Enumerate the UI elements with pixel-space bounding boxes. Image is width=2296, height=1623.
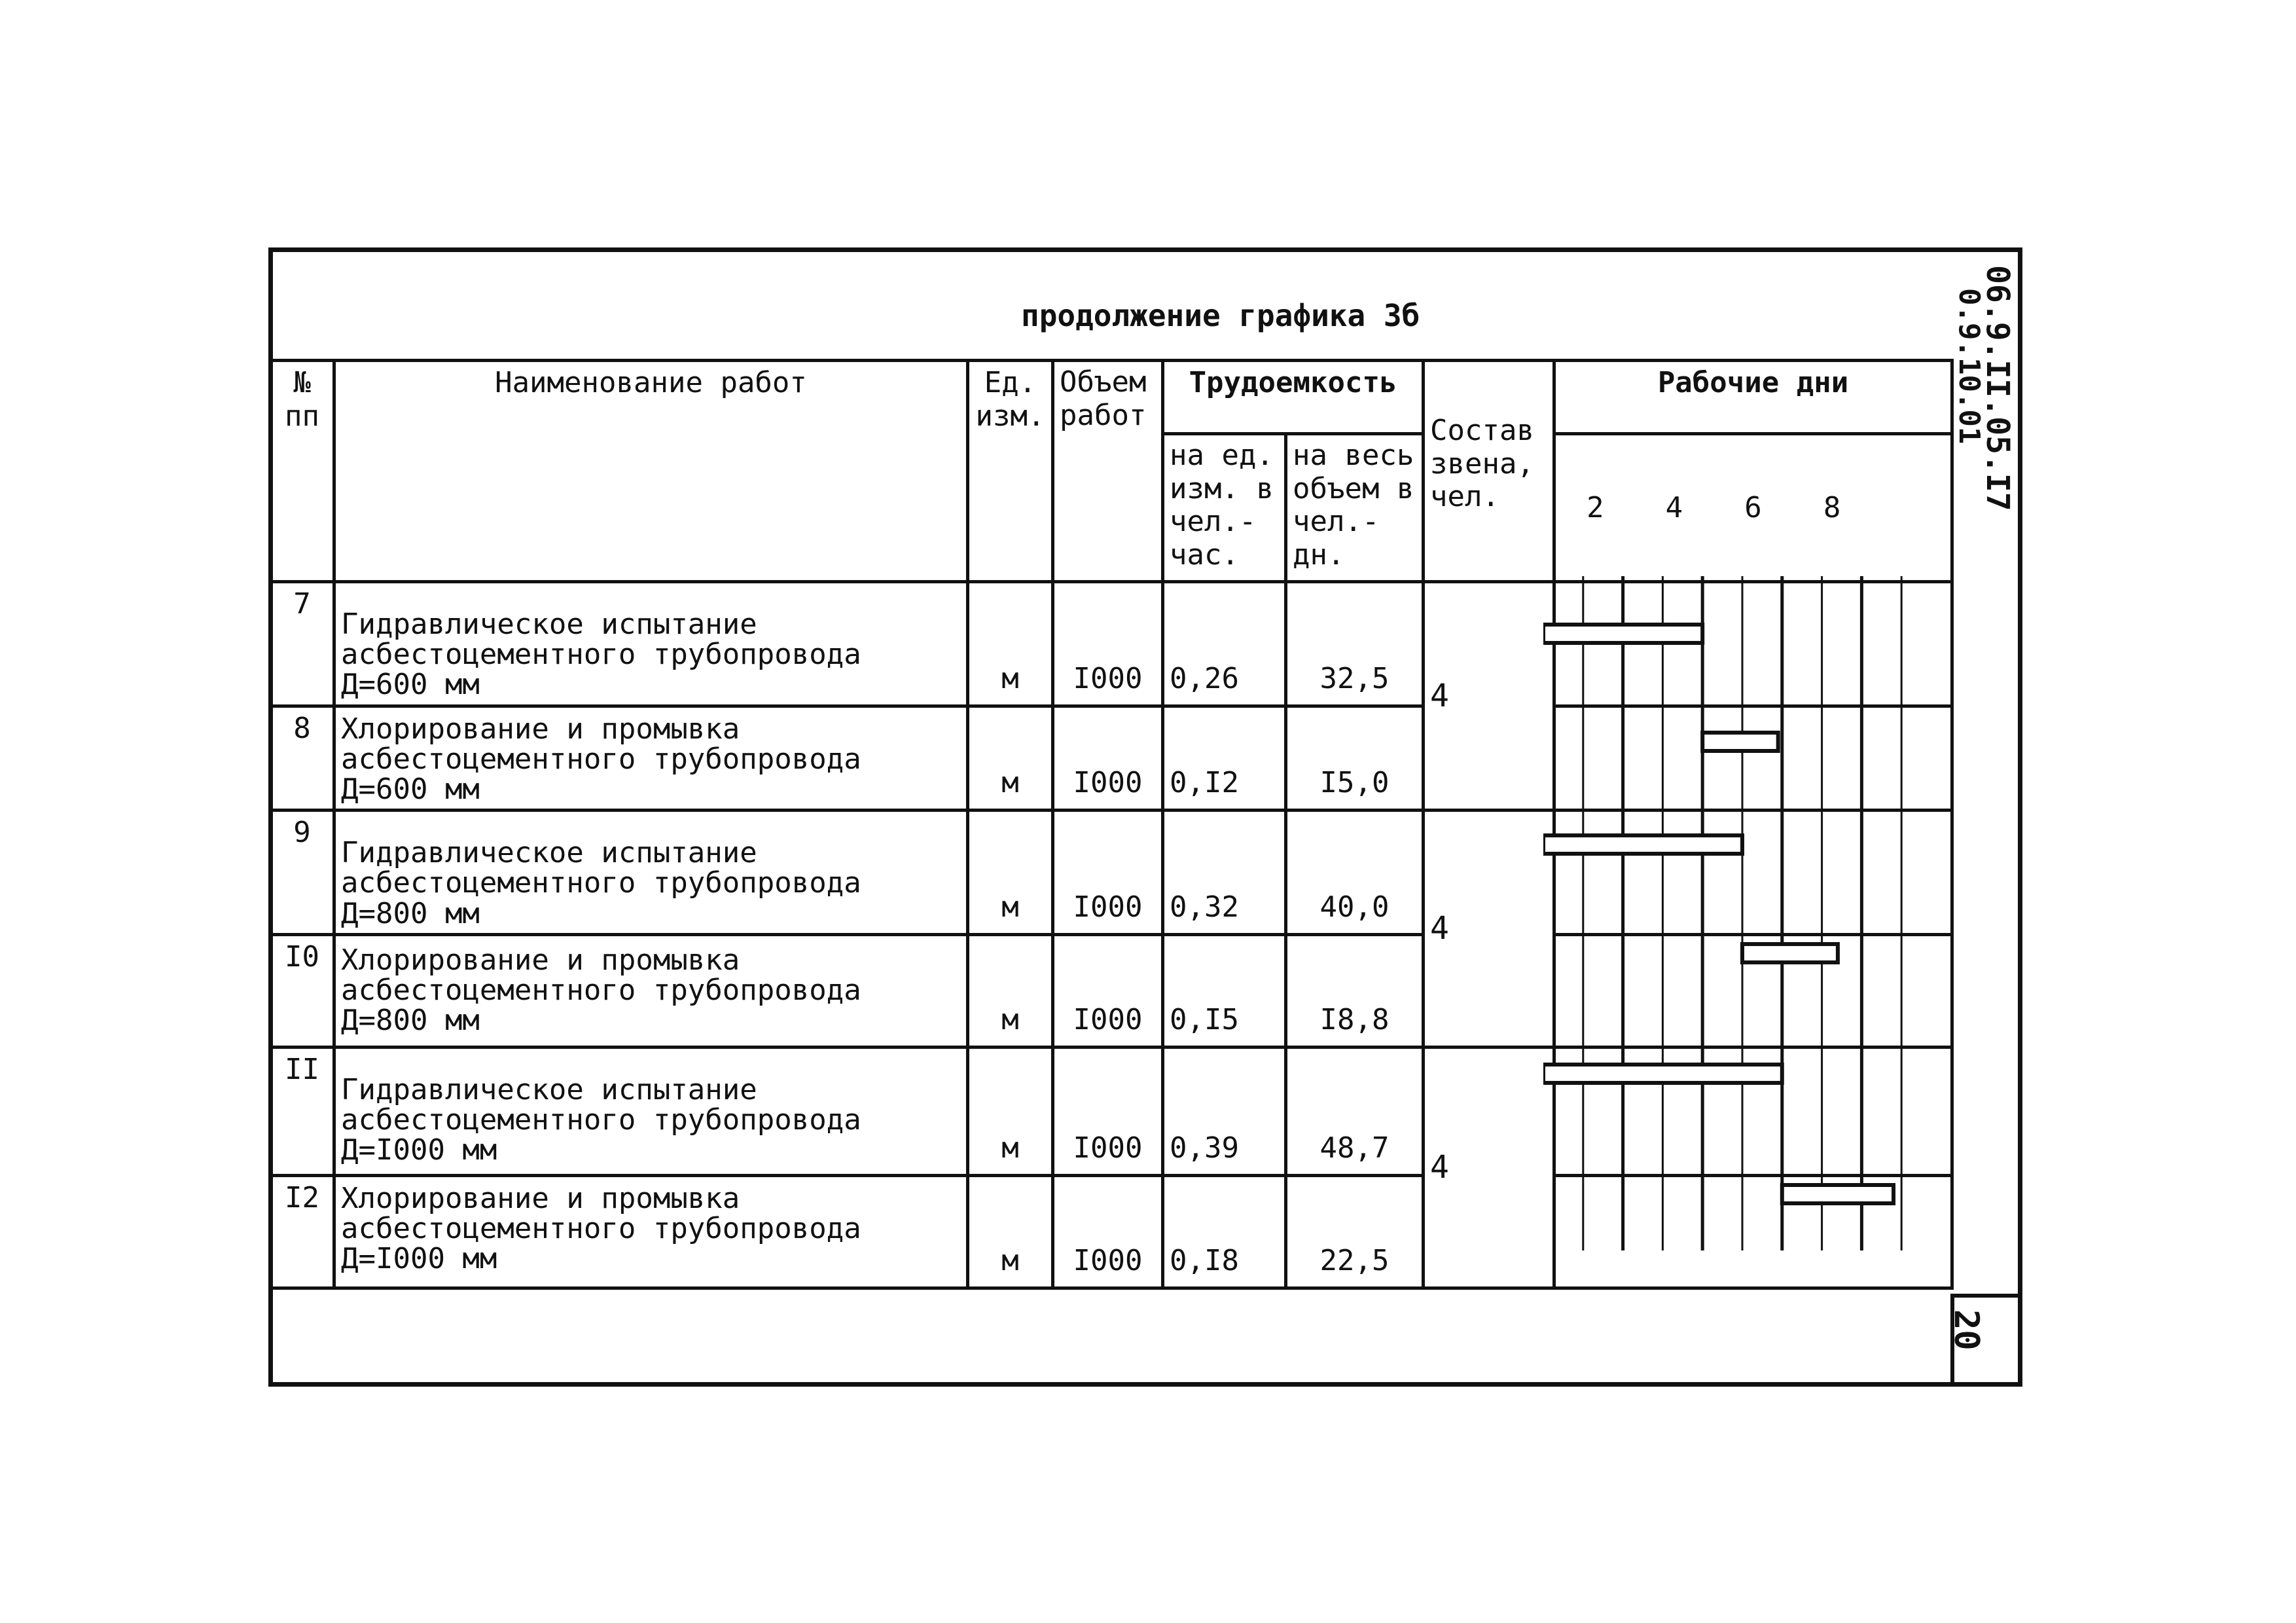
row-name: Хлорирование и промывка асбестоцементного трубопровода Д=I000 мм (334, 1175, 968, 1288)
row-volume: I000 (1053, 811, 1163, 935)
gantt-bar-row-7 (1543, 625, 1702, 643)
row-unit: м (968, 811, 1053, 935)
day-tick-8: 8 (1823, 491, 1841, 524)
row-unit: м (968, 582, 1053, 706)
row-name: Гидравлическое испытание асбестоцементного трубопровода Д=I000 мм (334, 1047, 968, 1175)
header-row-top (270, 361, 1952, 434)
row-unit: м (968, 1047, 1053, 1175)
row-num: I0 (270, 934, 334, 1047)
row-crew: 4 (1424, 1047, 1554, 1288)
header-volume: Объем работ (1053, 361, 1163, 582)
row-volume: I000 (1053, 582, 1163, 706)
row-total: 32,5 (1286, 582, 1424, 706)
handwritten-code: 0.9.10.01 (1952, 288, 1986, 445)
day-ticks (1554, 434, 1952, 582)
row-unit: м (968, 1175, 1053, 1288)
row-name: Гидравлическое испытание асбестоцементного трубопровода Д=800 мм (334, 811, 968, 935)
header-labor-total: на весь объем в чел.-дн. (1286, 434, 1424, 582)
row-volume: I000 (1053, 1047, 1163, 1175)
row-num: 8 (270, 706, 334, 811)
header-crew: Состав звена, чел. (1424, 361, 1554, 582)
row-num: I2 (270, 1175, 334, 1288)
row-crew: 4 (1424, 811, 1554, 1048)
gantt-bar-row-9 (1543, 835, 1742, 854)
day-tick-6: 6 (1744, 491, 1762, 524)
day-tick-2: 2 (1587, 491, 1604, 524)
row-name: Хлорирование и промывка асбестоцементного трубопровода Д=800 мм (334, 934, 968, 1047)
header-days: Рабочие дни (1554, 361, 1952, 434)
row-name: Хлорирование и промывка асбестоцементного трубопровода Д=600 мм (334, 706, 968, 811)
row-crew: 4 (1424, 582, 1554, 811)
sheet-number: 20 (1946, 1309, 1986, 1351)
row-unit: м (968, 934, 1053, 1047)
row-per-unit: 0,I8 (1163, 1175, 1286, 1288)
header-unit: Ед. изм. (968, 361, 1053, 582)
row-total: 22,5 (1286, 1175, 1424, 1288)
table-caption: продолжение графика 3б (1021, 298, 1420, 333)
row-total: I5,0 (1286, 706, 1424, 811)
document-code: 06.9.II.05.I7 (1979, 265, 2016, 511)
row-unit: м (968, 706, 1053, 811)
header-labor-unit: на ед. изм. в чел.-час. (1163, 434, 1286, 582)
gantt-bar-row-I2 (1782, 1185, 1893, 1203)
row-per-unit: 0,39 (1163, 1047, 1286, 1175)
row-num: II (270, 1047, 334, 1175)
row-per-unit: 0,26 (1163, 582, 1286, 706)
row-volume: I000 (1053, 1175, 1163, 1288)
row-num: 7 (270, 582, 334, 706)
row-total: I8,8 (1286, 934, 1424, 1047)
row-num: 9 (270, 811, 334, 935)
row-total: 48,7 (1286, 1047, 1424, 1175)
row-per-unit: 0,I5 (1163, 934, 1286, 1047)
header-num: № пп (270, 361, 334, 582)
gantt-bar-row-II (1543, 1065, 1782, 1083)
row-per-unit: 0,I2 (1163, 706, 1286, 811)
day-tick-4: 4 (1665, 491, 1683, 524)
header-name: Наименование работ (334, 361, 968, 582)
row-volume: I000 (1053, 934, 1163, 1047)
row-total: 40,0 (1286, 811, 1424, 935)
row-name: Гидравлическое испытание асбестоцементного трубопровода Д=600 мм (334, 582, 968, 706)
row-volume: I000 (1053, 706, 1163, 811)
gantt-overlay (1543, 576, 1941, 1250)
gantt-bar-row-8 (1702, 733, 1778, 751)
row-per-unit: 0,32 (1163, 811, 1286, 935)
header-labor: Трудоемкость (1163, 361, 1424, 434)
gantt-bar-row-I0 (1742, 944, 1838, 962)
